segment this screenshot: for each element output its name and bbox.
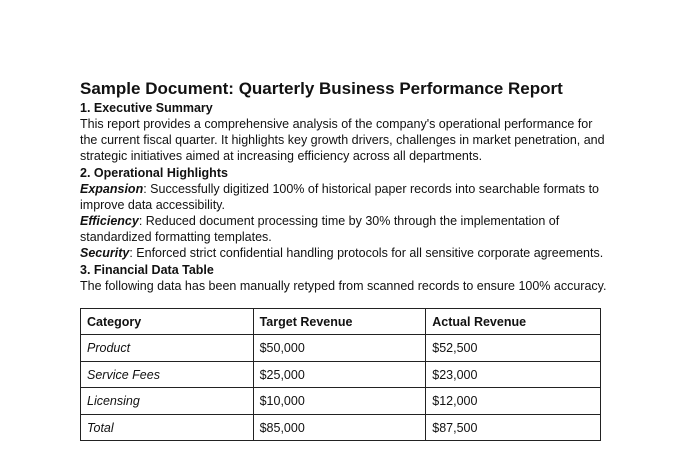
section-heading-operational-highlights: 2. Operational Highlights xyxy=(80,165,228,180)
table-cell-actual-revenue: $12,000 xyxy=(426,388,601,415)
highlight-expansion xyxy=(80,181,610,213)
table-row xyxy=(81,361,601,388)
table-cell-target-revenue: $10,000 xyxy=(253,388,426,415)
table-cell-target-revenue: $25,000 xyxy=(253,361,426,388)
table-header-row xyxy=(81,308,601,335)
table-cell-actual-revenue: $23,000 xyxy=(426,361,601,388)
highlight-efficiency xyxy=(80,213,610,245)
table-cell-category: Total xyxy=(81,414,254,441)
paragraph-line: standardized formatting templates. xyxy=(80,230,272,245)
financial-intro-paragraph xyxy=(80,278,610,294)
table-cell-target-revenue: $85,000 xyxy=(253,414,426,441)
highlight-term: Security xyxy=(80,246,130,261)
section-heading-financial-data: 3. Financial Data Table xyxy=(80,262,214,277)
highlight-text: : Successfully digitized 100% of historical paper records into searchable formats to xyxy=(143,181,599,196)
table-cell-category: Licensing xyxy=(81,388,254,415)
table-cell-actual-revenue: $52,500 xyxy=(426,335,601,362)
table-row xyxy=(81,335,601,362)
document-page xyxy=(80,79,610,441)
table-cell-actual-revenue: $87,500 xyxy=(426,414,601,441)
financial-data-table xyxy=(80,308,601,442)
column-header-target-revenue: Target Revenue xyxy=(253,308,426,335)
highlight-security xyxy=(80,245,610,261)
paragraph-line xyxy=(80,245,610,261)
paragraph-line: This report provides a comprehensive analysis of the company's operational performance for xyxy=(80,117,593,131)
executive-summary-paragraph xyxy=(80,116,610,165)
column-header-actual-revenue: Actual Revenue xyxy=(426,308,601,335)
section-heading-executive-summary: 1. Executive Summary xyxy=(80,101,213,115)
highlight-term: Efficiency xyxy=(80,214,139,229)
financial-table-container xyxy=(80,308,610,442)
table-cell-category: Product xyxy=(81,335,254,362)
paragraph-line: the current fiscal quarter. It highlights key growth drivers, challenges in market penetration, and xyxy=(80,133,605,148)
paragraph-line xyxy=(80,181,610,197)
table-cell-category: Service Fees xyxy=(81,361,254,388)
paragraph-line: strategic initiatives aimed at increasing efficiency across all departments. xyxy=(80,149,483,164)
paragraph-line: improve data accessibility. xyxy=(80,197,225,212)
table-cell-target-revenue: $50,000 xyxy=(253,335,426,362)
document-title: Sample Document: Quarterly Business Performance Report xyxy=(80,79,563,98)
paragraph-line xyxy=(80,213,610,229)
highlight-term: Expansion xyxy=(80,181,144,196)
table-row xyxy=(81,388,601,415)
paragraph-line: The following data has been manually retyped from scanned records to ensure 100% accuracy. xyxy=(80,278,607,293)
table-row xyxy=(81,414,601,441)
column-header-category: Category xyxy=(81,308,254,335)
highlight-text: : Enforced strict confidential handling protocols for all sensitive corporate agreements. xyxy=(129,246,604,261)
highlight-text: : Reduced document processing time by 30% through the implementation of xyxy=(138,214,560,229)
